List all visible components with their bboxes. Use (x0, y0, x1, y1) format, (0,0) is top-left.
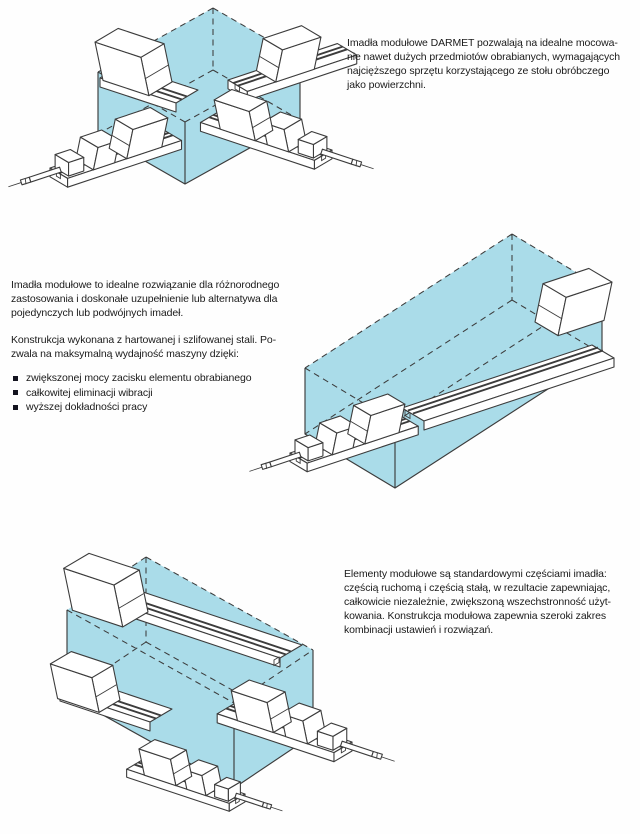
bullet-square-icon (13, 405, 18, 410)
text-line: Imadła modułowe DARMET pozwalają na idealne mocowa- (347, 37, 618, 49)
text-line: zwala na maksymalną wydajność maszyny dzięki: (11, 348, 239, 360)
text-line: zastosowania i doskonałe uzupełnienie lub alternatywa dla (11, 293, 278, 305)
bullet-text: wyższej dokładności pracy (26, 401, 148, 414)
text-line: kombinacji ustawień i rozwiązań. (344, 624, 494, 636)
text-line: Imadła modułowe to idealne rozwiązanie dla różnorodnego (11, 279, 280, 291)
intro-paragraph (347, 36, 620, 92)
bullet-square-icon (13, 376, 18, 381)
text-line: pojedynczych lub podwójnych imadeł. (11, 307, 184, 319)
figure-modular-vise-single-rail (228, 230, 640, 522)
text-line: jako powierzchni. (347, 79, 426, 91)
modular-paragraph (344, 567, 611, 637)
bullet-square-icon (13, 390, 18, 395)
text-line: kowania. Konstrukcja modułowa zapewnia szeroki zakres (344, 610, 606, 622)
vise-lower-left (8, 108, 181, 188)
text-line: częścią ruchomą i częścią stałą, w rezultacie zapewniając, (344, 582, 611, 594)
bullet-text: zwiększonej mocy zacisku elementu obrabianego (26, 372, 252, 385)
text-line: Konstrukcja wykonana z hartowanej i szlifowanej stali. Po- (11, 334, 276, 346)
text-line: Elementy modułowe są standardowymi częściami imadła: (344, 568, 607, 580)
text-line: całkowicie niezależnie, zwiększoną wszechstronność użyt- (344, 596, 611, 608)
text-line: nie nawet dużych przedmiotów obrabianych, wymagających (347, 51, 620, 63)
bullet-text: całkowitej eliminacji wibracji (26, 386, 153, 399)
text-line: najcięższego sprzętu korzystającego ze stołu obróbczego (347, 65, 610, 77)
